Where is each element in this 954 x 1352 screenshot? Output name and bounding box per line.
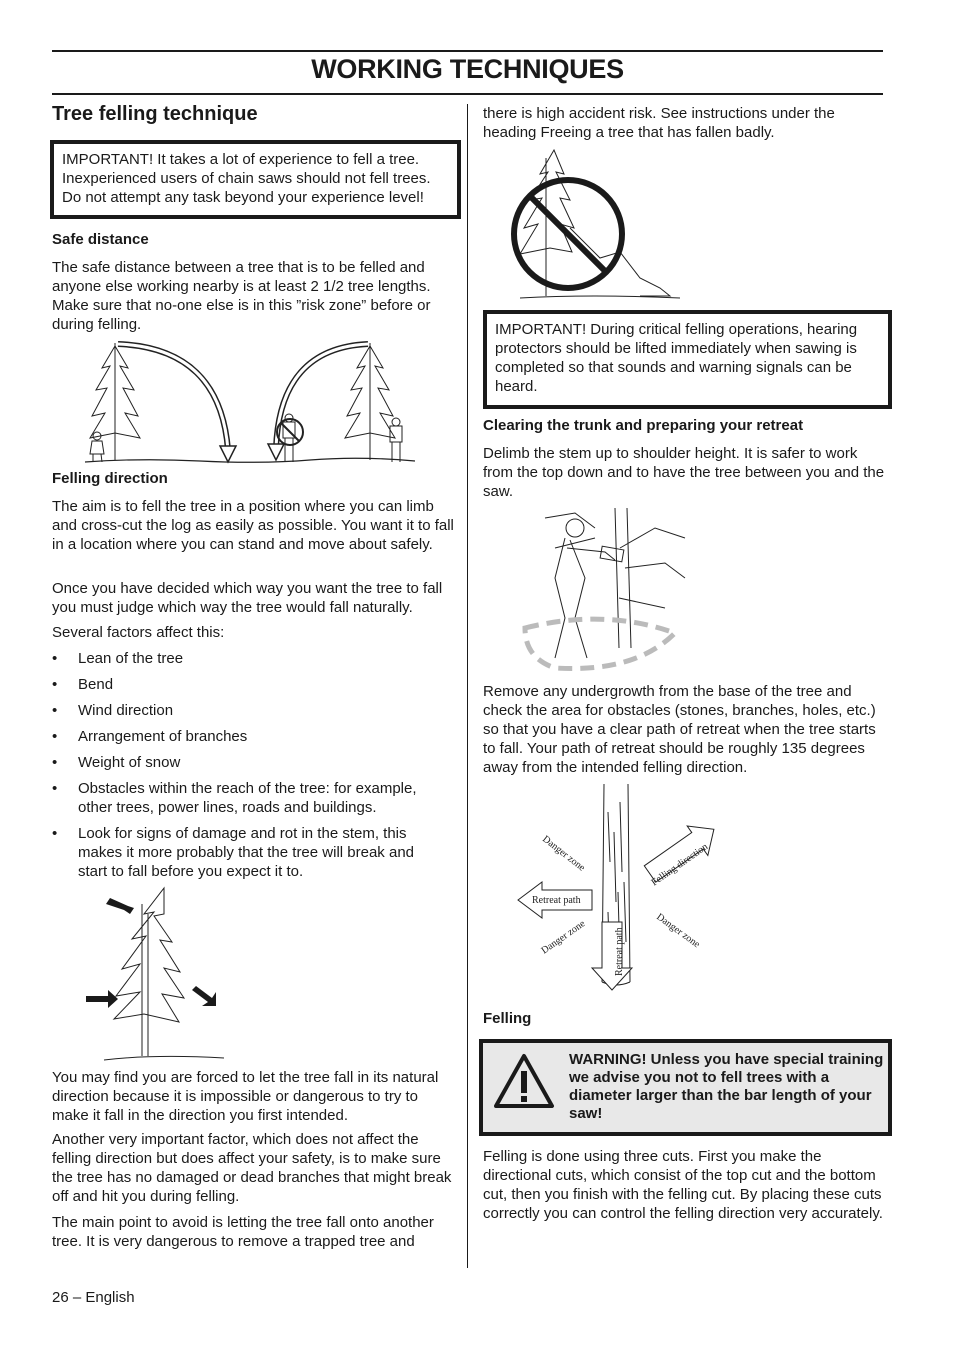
retreat-path-diagram	[510, 782, 740, 992]
list-item: • Bend	[52, 675, 442, 694]
felling-direction-heading: Felling direction	[52, 470, 168, 487]
continued-text: there is high accident risk. See instructions under the heading Freeing a tree that has fallen badly.	[483, 105, 835, 141]
delimbing-illustration	[515, 508, 690, 678]
header-top-rule	[52, 50, 883, 52]
clearing-heading: Clearing the trunk and preparing your retreat	[483, 417, 804, 434]
list-item: • Look for signs of damage and rot in the stem, this makes it more probably that the tree will break and start to fall before you expect it to.	[52, 824, 442, 881]
header-bottom-rule	[52, 93, 883, 95]
forced-text: You may find you are forced to let the tree fall in its natural direction because it is impossible or dangerous to try to make it fall in the direction you first intended.	[52, 1069, 439, 1124]
another-factor-text: Another very important factor, which does not affect the felling direction but does affect your safety, is to make sure the tree has no damaged or dead branches that might break off and hit you during felling.	[52, 1131, 452, 1205]
felling-direction-label: Felling direction	[649, 841, 711, 889]
page-title: WORKING TECHNIQUES	[311, 54, 624, 84]
list-item: • Arrangement of branches	[52, 727, 442, 746]
danger-zone-label-right: Danger zone	[654, 911, 702, 951]
warning-box	[479, 1039, 892, 1136]
felling-text: Felling is done using three cuts. First you make the directional cuts, which consist of the top cut and the bottom cut, then you finish with the felling cut. By placing these cuts correctly you can control the felling direction very accurately.	[483, 1148, 883, 1222]
felling-heading: Felling	[483, 1010, 532, 1027]
warning-triangle-icon	[493, 1053, 555, 1109]
retreat-path-label-left: Retreat path	[532, 895, 581, 906]
list-item: • Lean of the tree	[52, 649, 442, 668]
felling-direction-text-3: Several factors affect this:	[52, 624, 225, 641]
main-point-text: The main point to avoid is letting the tree fall onto another tree. It is very dangerous to remove a trapped tree and	[52, 1214, 434, 1250]
danger-zone-label-left: Danger zone	[539, 918, 588, 957]
safe-distance-illustration	[80, 338, 420, 468]
felling-direction-text-2: Once you have decided which way you want the tree to fall you must judge which way the tree would fall naturally.	[52, 580, 443, 616]
list-item: • Wind direction	[52, 701, 442, 720]
list-item: • Weight of snow	[52, 753, 442, 772]
undergrowth-text: Remove any undergrowth from the base of the tree and check the area for obstacles (stones, branches, holes, etc.) so that you have a clear path of retreat when the tree starts to fall. Your path of retreat should be roughly 135 degrees away from the intended felling direction.	[483, 683, 876, 776]
warning-text: WARNING! Unless you have special training we advise you not to fell trees with a diameter larger than the bar length of your saw!	[569, 1051, 884, 1122]
important-box-experience: IMPORTANT! It takes a lot of experience to fell a tree. Inexperienced users of chain saws should not fell trees. Do not attempt any task beyond your experience level!	[50, 140, 461, 219]
safe-distance-text: The safe distance between a tree that is to be felled and anyone else working nearby is at least 2 1/2 tree lengths. Make sure that no-one else is in this ”risk zone” before or during felling.	[52, 259, 431, 333]
felling-direction-text-1: The aim is to fell the tree in a position where you can limb and cross-cut the log as easily as possible. You want it to fall in a location where you can stand and move about safely.	[52, 498, 454, 553]
column-divider	[467, 104, 468, 1268]
section-title: Tree felling technique	[52, 103, 258, 125]
retreat-path-label-down: Retreat path	[614, 927, 625, 976]
wind-tree-illustration	[84, 884, 234, 1064]
page-footer: 26 – English	[52, 1289, 135, 1306]
prohibited-tree-illustration	[510, 148, 690, 303]
clearing-text: Delimb the stem up to shoulder height. It is safer to work from the top down and to have the tree between you and the saw.	[483, 445, 885, 500]
factors-list	[52, 649, 442, 888]
important-box-hearing: IMPORTANT! During critical felling operations, hearing protectors should be lifted immediately when sawing is completed so that sounds and warning signals can be heard.	[483, 310, 892, 409]
safe-distance-heading: Safe distance	[52, 231, 149, 248]
danger-zone-label-top: Danger zone	[540, 833, 587, 874]
list-item: • Obstacles within the reach of the tree: for example, other trees, power lines, roads and buildings.	[52, 779, 442, 817]
